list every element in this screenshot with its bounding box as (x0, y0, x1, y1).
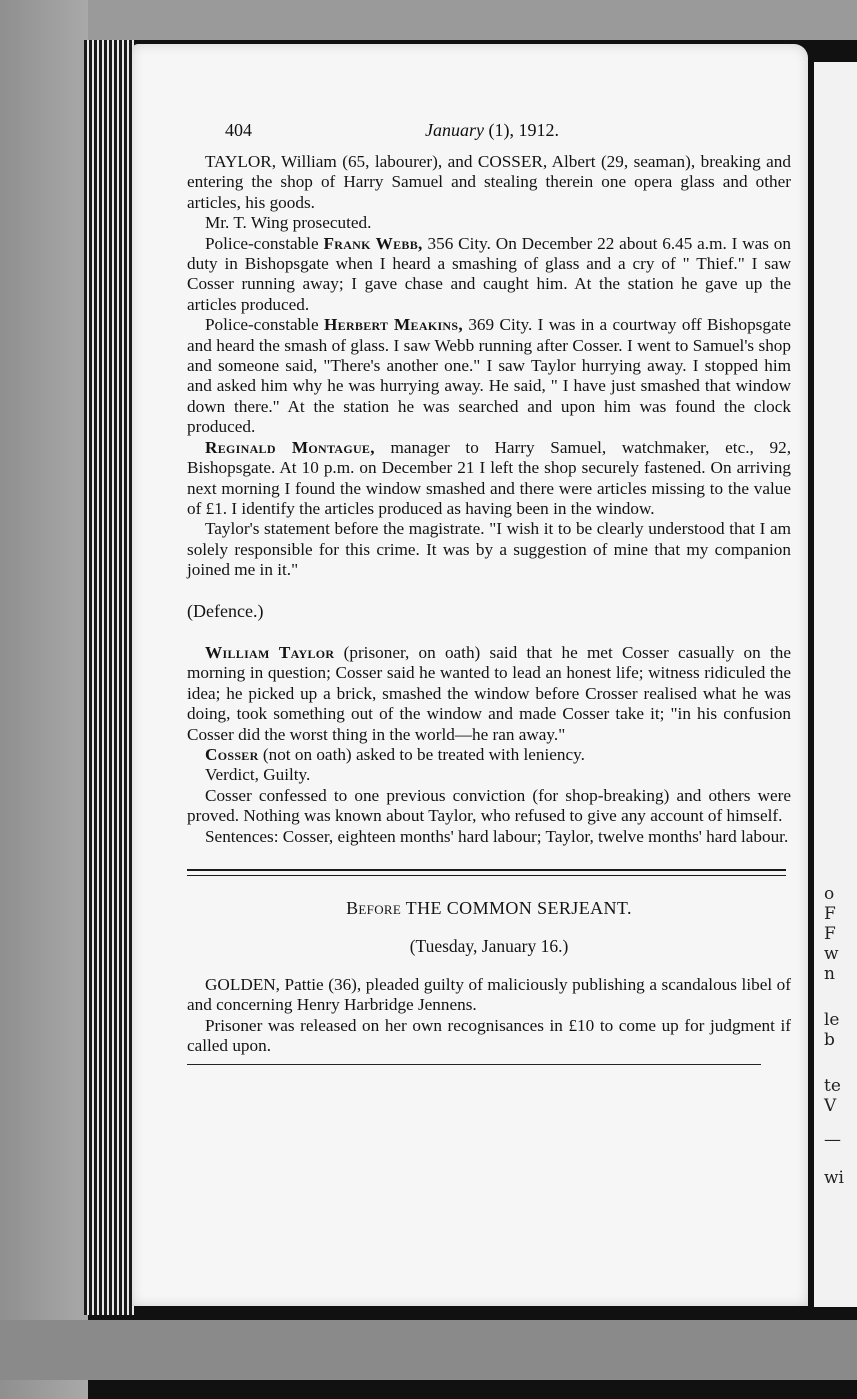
witness-testimony (187, 438, 791, 520)
witness-name: Frank Webb, (323, 233, 423, 253)
session-year: (1), 1912. (483, 120, 559, 140)
defendant-name: GOLDEN, (205, 974, 280, 994)
indictment-text: William (65, labourer), and (276, 152, 478, 171)
prisoner-name: Cosser (205, 744, 259, 764)
court-heading (187, 898, 791, 918)
section-divider (187, 869, 786, 876)
case-end-rule (187, 1064, 761, 1065)
witness-name: Herbert Meakins, (323, 315, 463, 335)
court-title: THE COMMON SERJEANT. (401, 898, 632, 918)
testimony-text: (not on oath) asked to be treated with leniency. (258, 744, 585, 764)
session-date (425, 120, 559, 141)
session-month: January (425, 120, 484, 140)
indictment-text: Albert (29, seaman), breaking and entering the shop of Harry Samuel and stealing therein one opera glass and other articles, his goods. (187, 152, 791, 212)
case-indictment (187, 975, 791, 1016)
testimony-text: manager to Harry Samuel, watchmaker, etc., 92, Bishopsgate. At 10 p.m. on December 21 I left the shop securely fastened. On arriving next morning I found the window smashed and there were articles missing to the value of £1. I identify the articles produced as having been in the window. (187, 437, 792, 518)
verdict: Verdict, Guilty. (205, 765, 311, 785)
indictment-text: Pattie (36), pleaded guilty of maliciously publishing a scandalous libel of and concerning Henry Harbridge Jennens. (187, 974, 791, 1015)
defence-testimony (187, 745, 791, 765)
facing-page-fragment: V (824, 1096, 837, 1116)
witness-name: Reginald Montague, (205, 437, 375, 457)
scan-background-top (0, 0, 857, 40)
prisoner-name: William Taylor (205, 642, 335, 662)
case-outcome: Prisoner was released on her own recognisances in £10 to come up for judgment if called upon. (187, 1015, 791, 1056)
book-page (132, 44, 808, 1306)
scan-background-bottom (0, 1320, 857, 1380)
facing-page-fragment: F (824, 904, 836, 924)
facing-page-fragment: — (824, 1130, 841, 1150)
defendant-name: TAYLOR, (205, 152, 277, 171)
facing-page-edge (814, 62, 857, 1307)
sentences: Sentences: Cosser, eighteen months' hard labour; Taylor, twelve months' hard labour. (205, 826, 789, 846)
case-indictment (187, 152, 791, 213)
witness-testimony (187, 234, 791, 316)
facing-page-fragment: n (824, 964, 835, 984)
facing-page-fragment: F (824, 924, 836, 944)
facing-page-fragment: o (824, 884, 835, 904)
page-number: 404 (225, 120, 252, 140)
facing-page-fragment: w (824, 944, 839, 964)
court-prefix: Before (346, 898, 402, 918)
facing-page-fragment: te (824, 1076, 841, 1096)
defence-heading: (Defence.) (187, 600, 264, 621)
prosecution-line: Mr. T. Wing prosecuted. (205, 213, 372, 233)
testimony-text: 356 City. On December 22 about 6.45 a.m. I was on duty in Bishopsgate when I heard a smashing of glass and a cry of " Thief." I saw Cosser running away; I gave chase and caught him. At the station he gave up the articles produced. (187, 233, 791, 314)
witness-role: Police-constable (205, 233, 324, 253)
facing-page-fragment: b (824, 1030, 835, 1050)
testimony-text: (prisoner, on oath) said that he met Cosser casually on the morning in question; Cosser said he wanted to lead an honest life; witness ridiculed the idea; he picked up a brick, smashed the window before Crosser realised what he was doing, took something out of the window and made Cosser take it; "in his confusion Cosser did the worst thing in the world—he ran away." (187, 642, 791, 744)
witness-role: Police-constable (205, 315, 324, 335)
previous-convictions: Cosser confessed to one previous conviction (for shop-breaking) and others were proved. Nothing was known about Taylor, who refused to give any account of himself. (187, 785, 791, 826)
witness-testimony (187, 315, 791, 437)
defence-testimony (187, 643, 791, 745)
book-binding-edge (84, 40, 134, 1315)
defendant-name: COSSER, (477, 152, 548, 171)
facing-page-fragment: le (824, 1010, 840, 1030)
testimony-text: 369 City. I was in a courtway off Bishopsgate and heard the smash of glass. I saw Webb running after Cosser. I went to Samuel's shop and someone said, "There's another one." I saw Taylor hurrying away. I stopped him and asked him why he was hurrying away. He said, " I have just smashed that window down there." At the station he was searched and upon him was found the clock produced. (187, 315, 791, 437)
scan-background-left (0, 0, 88, 1399)
page-body (187, 152, 791, 1065)
prisoner-statement: Taylor's statement before the magistrate. "I wish it to be clearly understood that I am solely responsible for this crime. It was by a suggestion of mine that my companion joined me in it." (187, 519, 791, 580)
sitting-date: (Tuesday, January 16.) (409, 936, 569, 957)
facing-page-fragment: wi (824, 1168, 844, 1188)
running-head (225, 116, 695, 144)
